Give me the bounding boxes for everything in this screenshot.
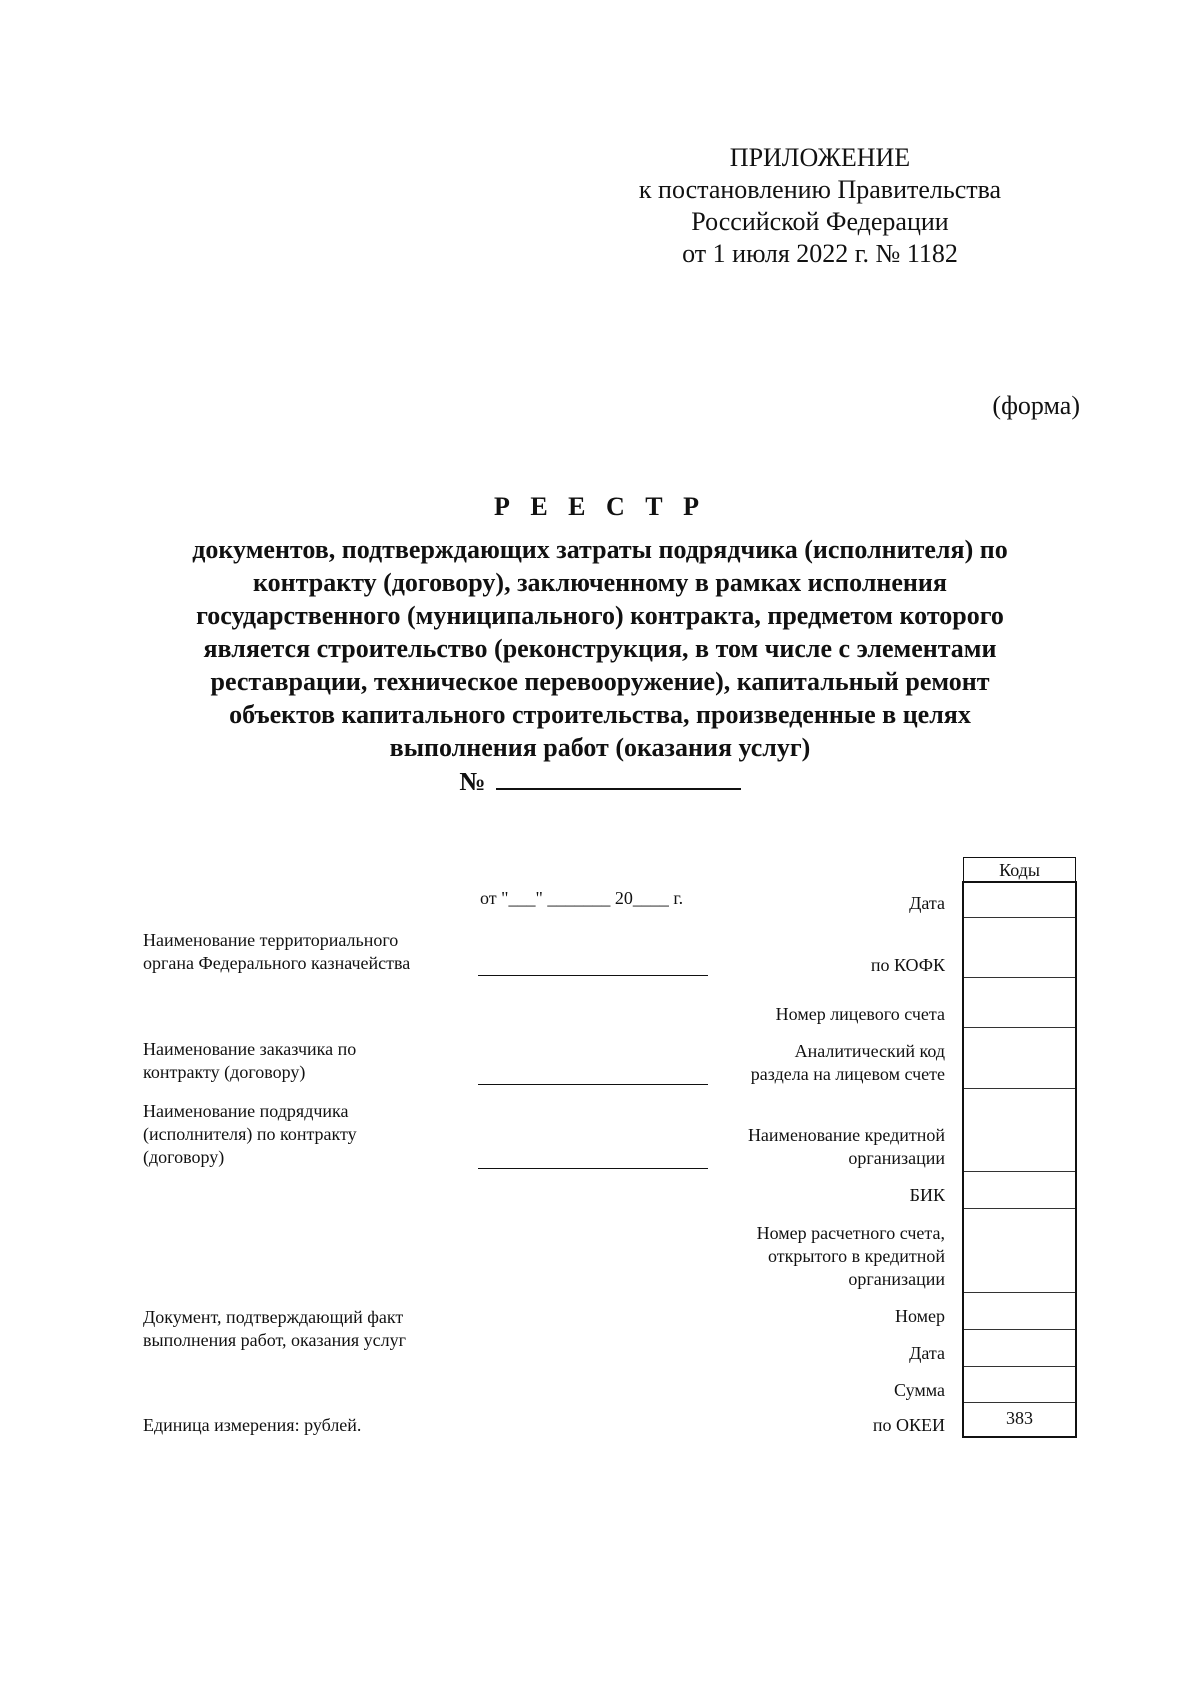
bik-label: БИК [909, 1185, 945, 1205]
code-divider [964, 1292, 1075, 1293]
kofk-label: по КОФК [870, 955, 945, 975]
code-divider [964, 1208, 1075, 1209]
label-line: Номер расчетного счета, [756, 1223, 945, 1243]
subtitle-line: государственного (муниципального) контракта, предметом которого [196, 601, 1004, 630]
annex-header [560, 142, 1080, 270]
label-line: организации [848, 1148, 945, 1168]
territorial-organ-field[interactable] [478, 975, 708, 976]
code-divider [964, 1329, 1075, 1330]
subtitle-line: документов, подтверждающих затраты подрядчика (исполнителя) по [192, 535, 1008, 564]
label-line: открытого в кредитной [768, 1246, 945, 1266]
doc-date-label: Дата [909, 1343, 945, 1363]
code-divider [964, 1402, 1075, 1403]
label-line: Аналитический код [794, 1041, 945, 1061]
registry-number-field[interactable] [496, 764, 741, 790]
code-divider [964, 1027, 1075, 1028]
code-divider [964, 1088, 1075, 1089]
document-title: Р Е Е С Т Р [493, 492, 707, 521]
label-line: Наименование подрядчика [143, 1101, 349, 1121]
label-line: (договору) [143, 1147, 225, 1167]
annex-line-2: к постановлению Правительства [638, 175, 1002, 204]
subtitle-line: объектов капитального строительства, произведенные в целях [229, 700, 971, 729]
subtitle-line: выполнения работ (оказания услуг) [389, 733, 811, 762]
subtitle-line: контракту (договору), заключенному в рамках исполнения [253, 568, 947, 597]
date-code-label: Дата [909, 893, 945, 913]
label-line: выполнения работ, оказания услуг [143, 1330, 407, 1350]
annex-line-4: от 1 июля 2022 г. № 1182 [682, 239, 958, 268]
label-line: раздела на лицевом счете [750, 1064, 945, 1084]
code-divider [964, 917, 1075, 918]
credit-org-label [748, 1124, 945, 1170]
label-line: контракту (договору) [143, 1062, 306, 1082]
contractor-field[interactable] [478, 1168, 708, 1169]
label-line: Наименование заказчика по [143, 1039, 357, 1059]
label-line: органа Федерального казначейства [143, 953, 411, 973]
territorial-organ-label [143, 929, 483, 975]
label-line: (исполнителя) по контракту [143, 1124, 357, 1144]
contractor-label [143, 1100, 483, 1169]
codes-header: Коды [963, 857, 1076, 882]
okei-label: по ОКЕИ [872, 1415, 945, 1435]
annex-line-1: ПРИЛОЖЕНИЕ [729, 143, 911, 172]
annex-line-3: Российской Федерации [691, 207, 949, 236]
sum-label: Сумма [894, 1380, 945, 1400]
registry-number [100, 764, 1100, 797]
code-divider [964, 1366, 1075, 1367]
code-divider [964, 1171, 1075, 1172]
doc-number-label: Номер [894, 1306, 945, 1326]
form-label: (форма) [992, 391, 1080, 420]
unit-label: Единица измерения: рублей. [143, 1415, 362, 1435]
document-subtitle [130, 533, 1070, 764]
label-line: организации [848, 1269, 945, 1289]
document-label [143, 1306, 483, 1352]
okei-code-value: 383 [1006, 1408, 1033, 1428]
code-divider [964, 977, 1075, 978]
label-line: Наименование кредитной [747, 1125, 945, 1145]
subtitle-line: реставрации, техническое перевооружение), капитальный ремонт [210, 667, 990, 696]
customer-label [143, 1038, 483, 1084]
account-number-label: Номер лицевого счета [775, 1004, 945, 1024]
registry-date-line[interactable]: от "___" _______ 20____ г. [480, 888, 684, 908]
label-line: Наименование территориального [143, 930, 399, 950]
codes-column [962, 881, 1077, 1438]
customer-field[interactable] [478, 1084, 708, 1085]
settlement-account-label [757, 1222, 945, 1291]
analytic-code-label [751, 1040, 945, 1086]
subtitle-line: является строительство (реконструкция, в том числе с элементами [203, 634, 997, 663]
label-line: Документ, подтверждающий факт [143, 1307, 404, 1327]
number-sign: № [459, 767, 486, 796]
